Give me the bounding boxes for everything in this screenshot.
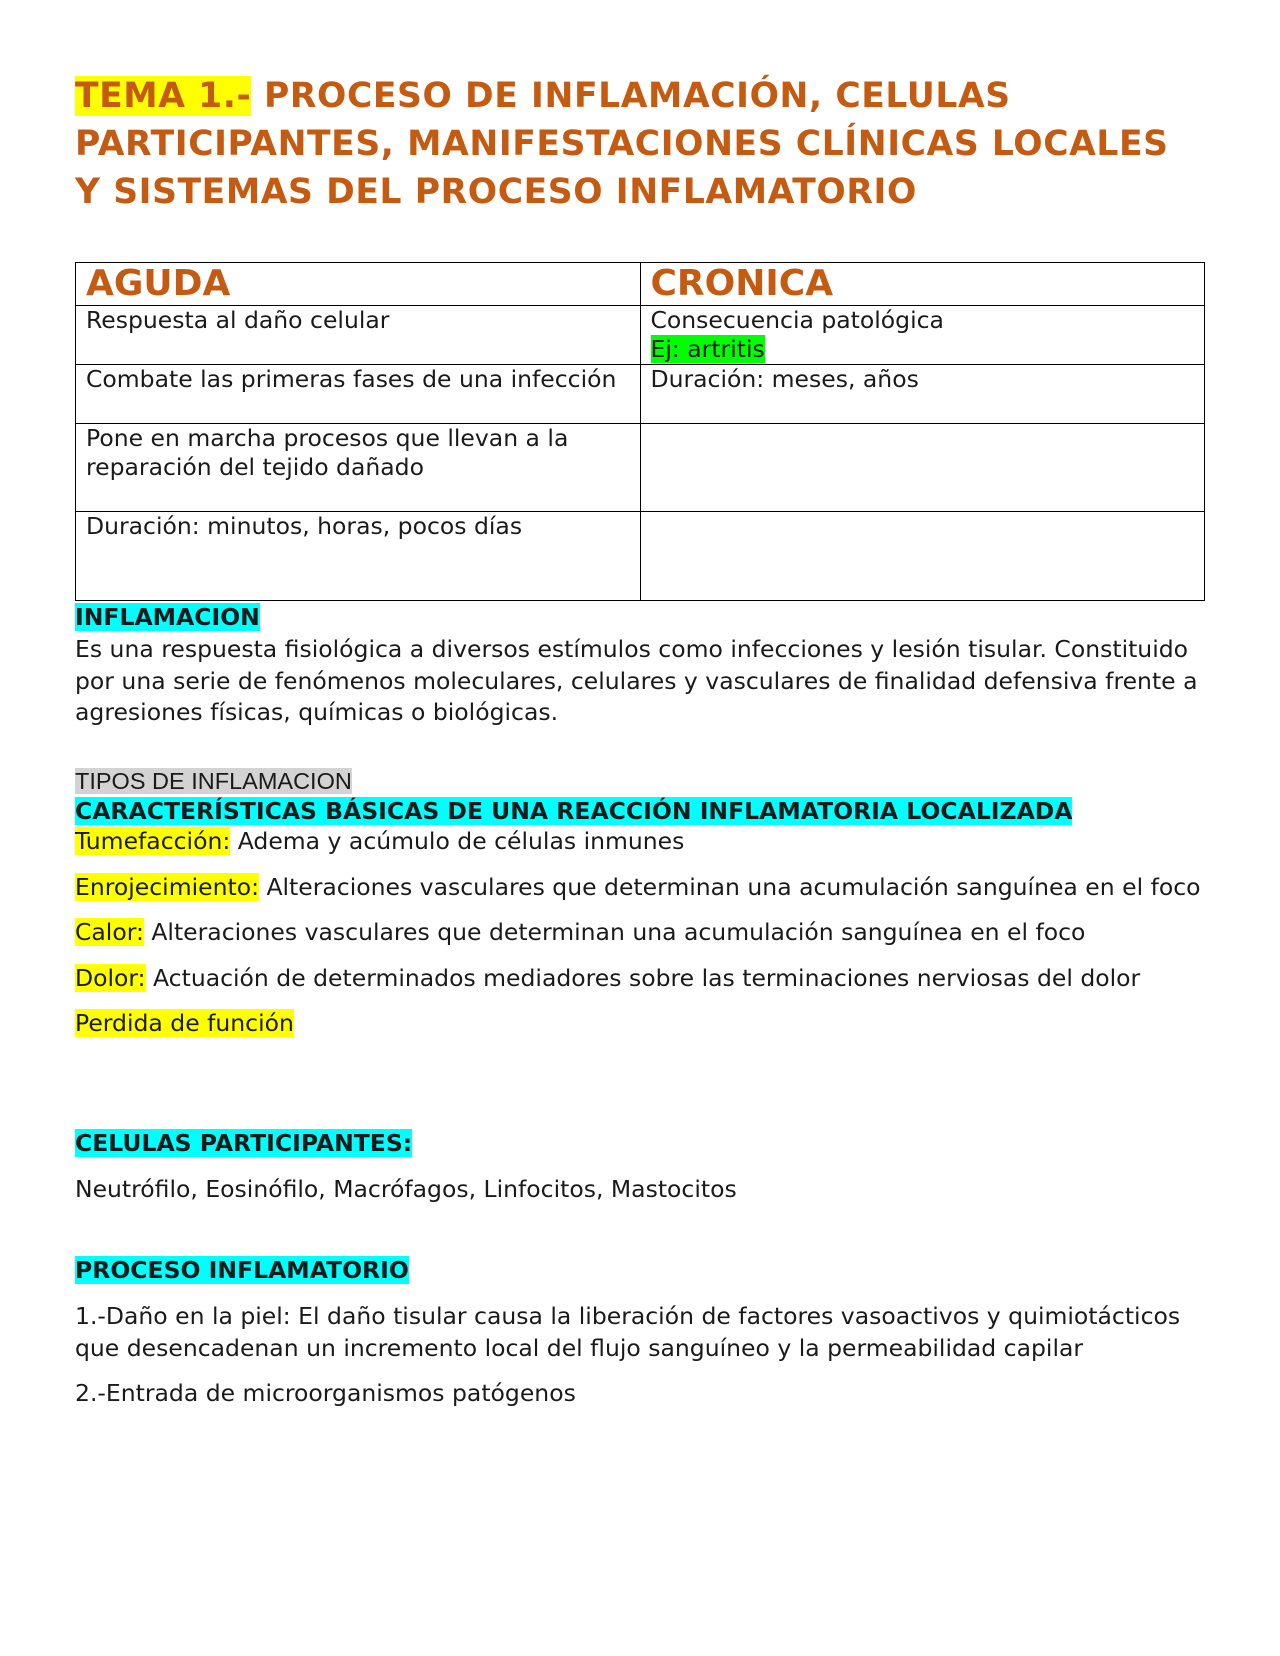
cell-aguda: Duración: minutos, horas, pocos días [76, 512, 641, 601]
tipos-heading: TIPOS DE INFLAMACION [75, 768, 352, 794]
header-aguda: AGUDA [76, 263, 641, 306]
header-cronica: CRONICA [640, 263, 1205, 306]
cell-cronica [640, 512, 1205, 601]
title-prefix: TEMA 1.- [75, 76, 252, 116]
item-term: Tumefacción: [75, 827, 231, 855]
table-row [76, 365, 1205, 424]
table-row [76, 306, 1205, 365]
table-row [76, 512, 1205, 601]
item-term: Dolor: [75, 963, 146, 992]
cell-cronica: Duración: meses, años [640, 365, 1205, 424]
comparison-table [75, 262, 1205, 601]
item-desc: Adema y acúmulo de células inmunes [230, 827, 685, 855]
celulas-section [75, 1128, 1205, 1206]
proceso-step: 1.-Daño en la piel: El daño tisular causa la liberación de factores vasoactivos y quimiotácticos que desencadenan un incremento local del flujo sanguíneo y la permeabilidad capilar [75, 1302, 1181, 1362]
celulas-paragraph: Neutrófilo, Eosinófilo, Macrófagos, Linfocitos, Mastocitos [75, 1175, 737, 1203]
cell-aguda: Combate las primeras fases de una infección [76, 365, 641, 424]
cell-cronica-text: Consecuencia patológica [650, 306, 944, 334]
list-item [75, 1008, 1205, 1040]
cell-cronica [640, 306, 1205, 365]
cell-cronica [640, 424, 1205, 512]
item-desc: Actuación de determinados mediadores sobre las terminaciones nerviosas del dolor [145, 963, 1141, 992]
cell-aguda: Respuesta al daño celular [76, 306, 641, 365]
list-item [75, 872, 1205, 904]
list-item [75, 826, 1205, 858]
item-term: Enrojecimiento: [75, 872, 259, 901]
list-item [75, 963, 1205, 995]
example-highlight: Ej: artritis [650, 335, 765, 363]
tipos-section [75, 766, 1205, 796]
caracteristicas-heading: CARACTERÍSTICAS BÁSICAS DE UNA REACCIÓN INFLAMATORIA LOCALIZADA [75, 797, 1073, 825]
caracteristicas-section [75, 796, 1205, 1040]
title-text: PROCESO DE INFLAMACIÓN, CELULAS PARTICIPANTES, MANIFESTACIONES CLÍNICAS LOCALES Y SISTEMAS DEL PROCESO INFLAMATORIO [75, 76, 1169, 212]
item-term: Calor: [75, 918, 144, 946]
inflamacion-section [75, 602, 1205, 729]
document-page [75, 72, 1205, 1407]
cell-aguda: Pone en marcha procesos que llevan a la reparación del tejido dañado [76, 424, 641, 512]
proceso-step: 2.-Entrada de microorganismos patógenos [75, 1379, 576, 1407]
item-desc: Alteraciones vasculares que determinan una acumulación sanguínea en el foco [143, 918, 1086, 946]
document-title [75, 72, 1205, 216]
item-term: Perdida de función [75, 1009, 294, 1037]
inflamacion-heading: INFLAMACION [75, 603, 260, 631]
proceso-section [75, 1255, 1205, 1410]
item-desc: Alteraciones vasculares que determinan una acumulación sanguínea en el foco [258, 872, 1201, 901]
celulas-heading: CELULAS PARTICIPANTES: [75, 1129, 413, 1157]
table-header-row [76, 263, 1205, 306]
list-item [75, 917, 1205, 949]
proceso-heading: PROCESO INFLAMATORIO [75, 1256, 409, 1284]
table-row [76, 424, 1205, 512]
inflamacion-paragraph: Es una respuesta fisiológica a diversos estímulos como infecciones y lesión tisular. Constituido por una serie de fenómenos moleculares, celulares y vasculares de finalidad defensiva frente a agresiones físicas, químicas o biológicas. [75, 635, 1198, 726]
